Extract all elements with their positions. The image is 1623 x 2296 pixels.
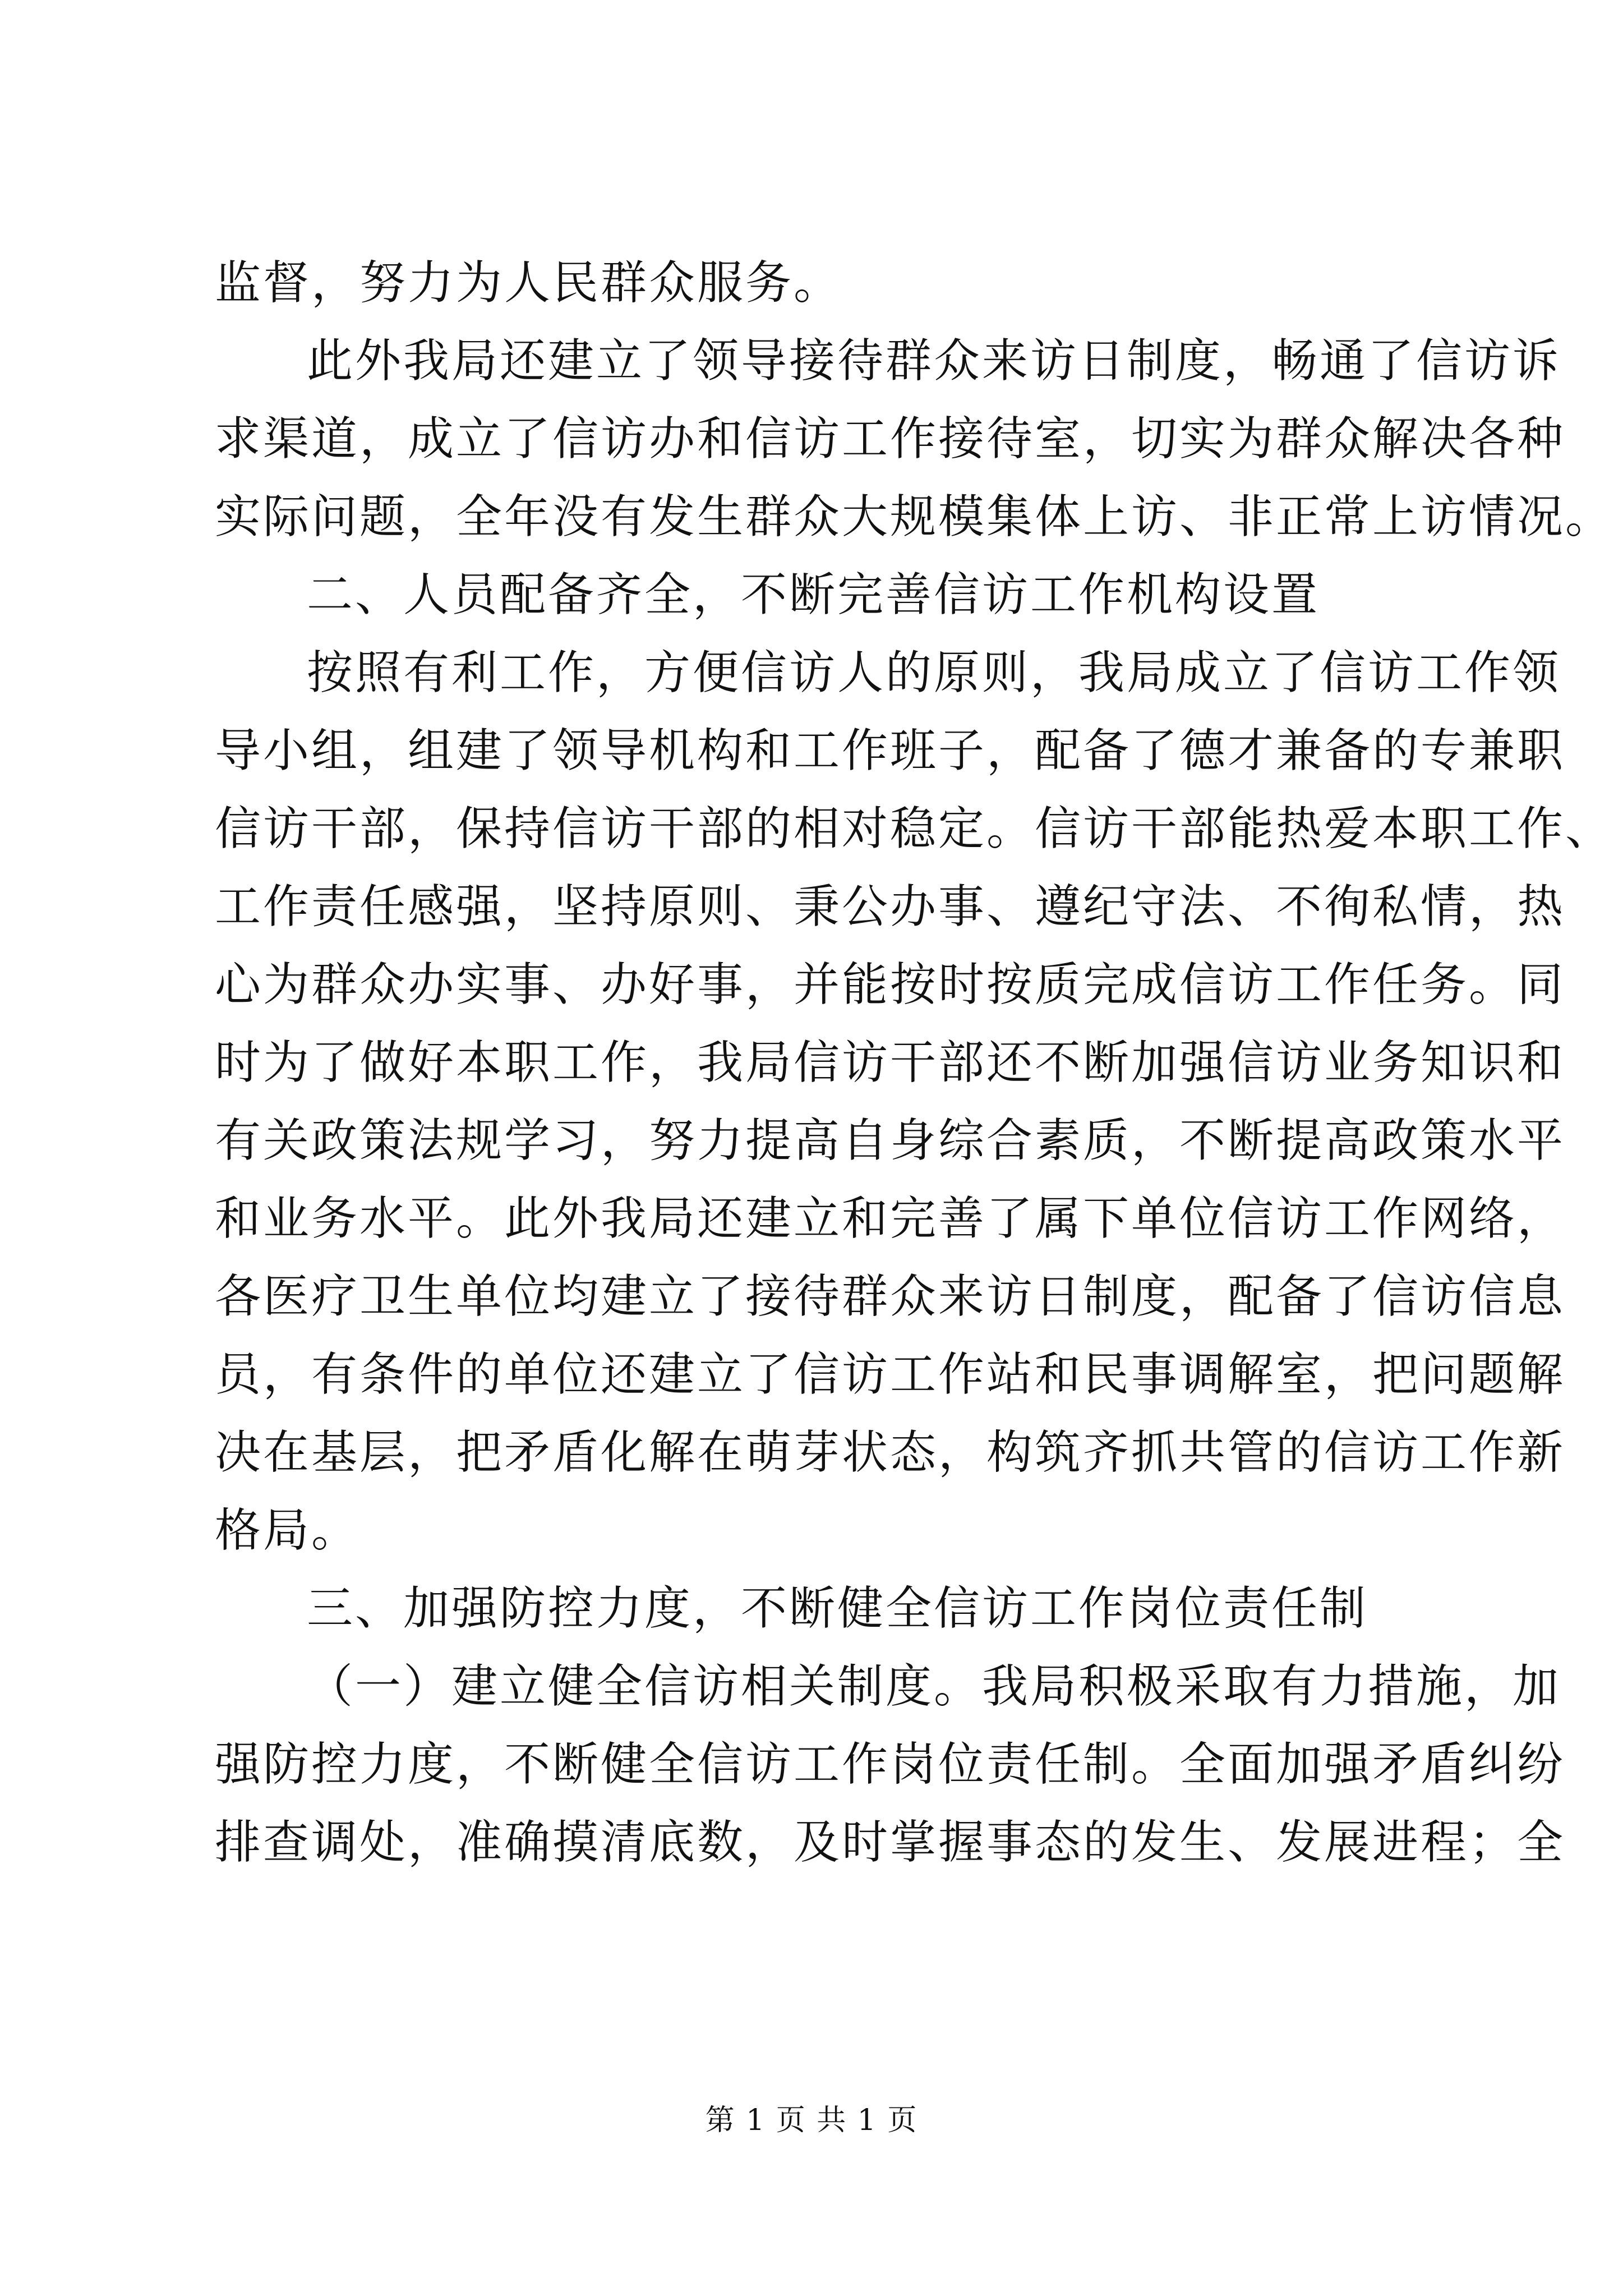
paragraph-start: 此外我局还建立了领导接待群众来访日制度，畅通了信访诉	[307, 334, 1561, 388]
document-body	[215, 244, 1614, 1881]
section-heading-2: 二、人员配备齐全，不断完善信访工作机构设置	[307, 568, 1320, 622]
text-line: 员，有条件的单位还建立了信访工作站和民事调解室，把问题解	[215, 1348, 1566, 1401]
text-line: 监督，努力为人民群众服务。	[215, 256, 842, 310]
text-line: 心为群众办实事、办好事，并能按时按质完成信访工作任务。同	[215, 958, 1566, 1011]
text-line: 强防控力度，不断健全信访工作岗位责任制。全面加强矛盾纠纷	[215, 1738, 1566, 1791]
text-line: 排查调处，准确摸清底数，及时掌握事态的发生、发展进程；全	[215, 1816, 1566, 1869]
text-line: 和业务水平。此外我局还建立和完善了属下单位信访工作网络，	[215, 1192, 1566, 1245]
text-line: 实际问题，全年没有发生群众大规模集体上访、非正常上访情况。	[215, 490, 1614, 544]
text-line: 有关政策法规学习，努力提高自身综合素质，不断提高政策水平	[215, 1114, 1566, 1167]
paragraph-start: （一）建立健全信访相关制度。我局积极采取有力措施，加	[307, 1660, 1561, 1713]
text-line: 时为了做好本职工作，我局信访干部还不断加强信访业务知识和	[215, 1036, 1566, 1089]
text-line: 求渠道，成立了信访办和信访工作接待室，切实为群众解决各种	[215, 412, 1566, 466]
text-line: 决在基层，把矛盾化解在萌芽状态，构筑齐抓共管的信访工作新	[215, 1426, 1566, 1479]
text-line: 格局。	[215, 1504, 360, 1557]
section-heading-3: 三、加强防控力度，不断健全信访工作岗位责任制	[307, 1582, 1368, 1635]
page-footer: 第 1 页 共 1 页	[705, 2104, 918, 2137]
text-line: 导小组，组建了领导机构和工作班子，配备了德才兼备的专兼职	[215, 724, 1566, 777]
paragraph-start: 按照有利工作，方便信访人的原则，我局成立了信访工作领	[307, 646, 1561, 700]
text-line: 信访干部，保持信访干部的相对稳定。信访干部能热爱本职工作、	[215, 802, 1614, 855]
text-line: 各医疗卫生单位均建立了接待群众来访日制度，配备了信访信息	[215, 1270, 1566, 1323]
text-line: 工作责任感强，坚持原则、秉公办事、遵纪守法、不徇私情，热	[215, 880, 1566, 933]
